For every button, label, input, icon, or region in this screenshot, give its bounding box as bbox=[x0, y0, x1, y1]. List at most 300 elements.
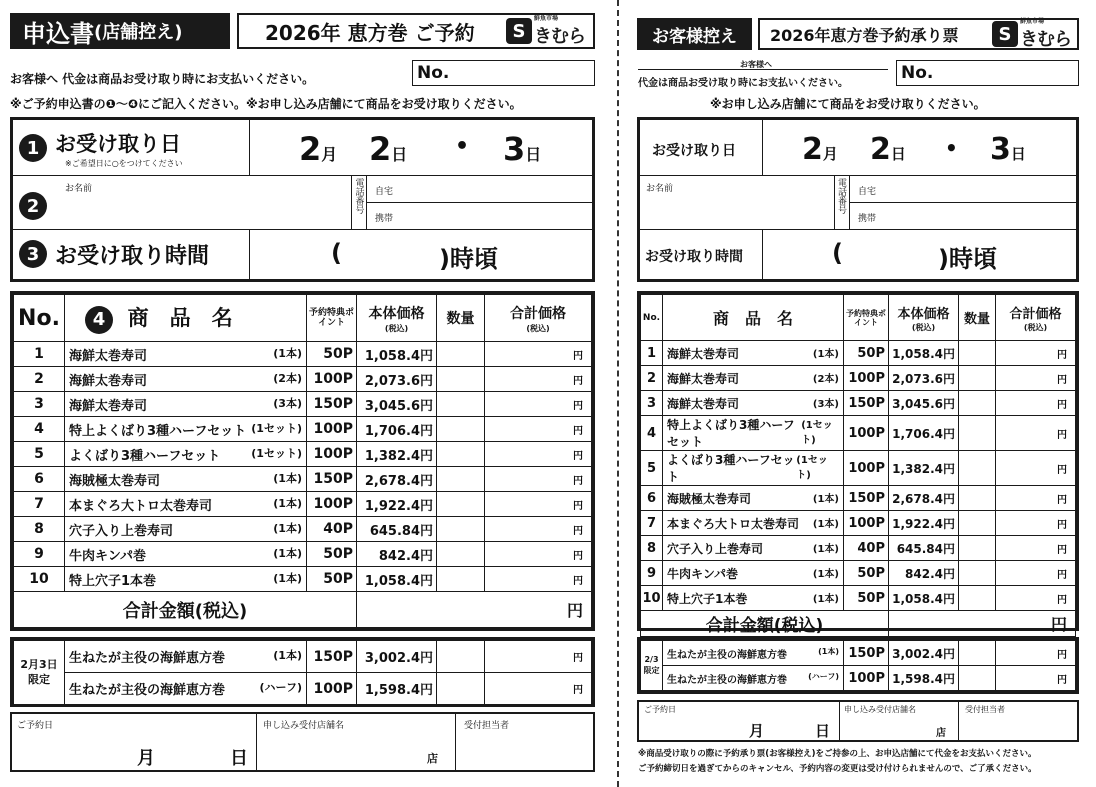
item-name-text: 特上穴子1本巻 bbox=[667, 591, 748, 606]
limited-unit: (1本) bbox=[273, 649, 302, 662]
table-row bbox=[641, 416, 1076, 451]
r-item-qty[interactable] bbox=[959, 561, 996, 586]
right-name-label: お名前 bbox=[646, 184, 674, 194]
r-item-price: 1,922.4円 bbox=[889, 511, 959, 536]
r-limited-total[interactable]: 円 bbox=[996, 641, 1076, 666]
r-item-qty[interactable] bbox=[959, 416, 996, 451]
table-row bbox=[641, 341, 1076, 366]
right-month[interactable]: 2月 bbox=[802, 132, 838, 167]
badge-sub: (店舗控え) bbox=[94, 22, 183, 43]
l-item-name bbox=[65, 392, 307, 417]
l-item-price: 645.84円 bbox=[357, 517, 437, 542]
r-item-price: 2,678.4円 bbox=[889, 486, 959, 511]
limited-name-text: 生ねたが主役の海鮮恵方巻 bbox=[69, 683, 226, 698]
l-item-no: 5 bbox=[14, 442, 65, 467]
r-item-name bbox=[663, 451, 844, 486]
item-name-text: 海鮮太巻寿司 bbox=[667, 371, 740, 386]
item-unit: (1セット) bbox=[251, 446, 302, 460]
r-item-point: 150P bbox=[844, 391, 889, 416]
table-row bbox=[641, 366, 1076, 391]
reserve-date-cell[interactable] bbox=[12, 714, 256, 770]
r-item-name bbox=[663, 536, 844, 561]
logo-tag: 鮮魚市場 bbox=[534, 14, 559, 22]
r-item-name bbox=[663, 366, 844, 391]
reserve-day: 日 bbox=[230, 748, 248, 769]
item-unit: (1本) bbox=[812, 568, 839, 580]
r-item-qty[interactable] bbox=[959, 341, 996, 366]
l-item-point: 150P bbox=[307, 392, 357, 417]
r-limited-label: 2/3 限定 bbox=[641, 641, 663, 691]
right-table-header bbox=[641, 295, 1076, 341]
item-unit: (1本) bbox=[273, 546, 302, 560]
r-item-total[interactable]: 円 bbox=[996, 536, 1076, 561]
r-item-no: 5 bbox=[641, 451, 663, 486]
right-col-item: 商 品 名 bbox=[663, 295, 844, 341]
right-footnote-1: ※商品受け取りの際に予約承り票(お客様控え)をご持参の上、お申込店舗にて代金をお支払いください。 bbox=[638, 749, 1037, 759]
r-item-total[interactable]: 円 bbox=[996, 451, 1076, 486]
right-header-title-box bbox=[758, 18, 1079, 50]
table-row bbox=[641, 486, 1076, 511]
r-item-point: 100P bbox=[844, 511, 889, 536]
r-limited-point: 100P bbox=[844, 666, 889, 691]
l-item-point: 50P bbox=[307, 567, 357, 592]
table-row bbox=[14, 492, 592, 517]
r-item-qty[interactable] bbox=[959, 586, 996, 611]
r-limited-price: 3,002.4円 bbox=[889, 641, 959, 666]
left-footer-box bbox=[10, 712, 595, 772]
l-item-total[interactable]: 円 bbox=[485, 492, 592, 517]
l-item-no: 8 bbox=[14, 517, 65, 542]
right-notice-2: ※お申し込み店舗にて商品をお受け取りください。 bbox=[710, 97, 986, 111]
staff-cell[interactable] bbox=[456, 728, 593, 770]
store-cell[interactable] bbox=[256, 714, 456, 770]
store-suffix: 店 bbox=[427, 752, 438, 765]
l-item-point: 50P bbox=[307, 342, 357, 367]
r-item-no: 6 bbox=[641, 486, 663, 511]
pickup-label: お受け取り日 bbox=[55, 132, 181, 156]
r-limited-price: 1,598.4円 bbox=[889, 666, 959, 691]
l-limited-point: 150P bbox=[307, 641, 357, 673]
left-header-title: 2026年 恵方巻 ご予約 bbox=[265, 20, 475, 45]
r-item-total[interactable]: 円 bbox=[996, 511, 1076, 536]
l-item-point: 100P bbox=[307, 367, 357, 392]
table-row bbox=[641, 561, 1076, 586]
right-reserve-date[interactable]: ご予約日 月 日 bbox=[644, 705, 831, 740]
phone-label: 電話番号 bbox=[351, 176, 367, 230]
right-phone-home[interactable]: 自宅 bbox=[850, 176, 1076, 203]
l-item-price: 1,706.4円 bbox=[357, 417, 437, 442]
badge-main: 申込書 bbox=[22, 19, 94, 48]
l-item-no: 2 bbox=[14, 367, 65, 392]
l-item-no: 6 bbox=[14, 467, 65, 492]
right-notice-small: お客様へ bbox=[740, 60, 772, 69]
col-item: 4 商 品 名 bbox=[65, 295, 307, 342]
table-row bbox=[14, 542, 592, 567]
r-total-label: 合計金額(税込) bbox=[641, 611, 889, 637]
l-item-point: 40P bbox=[307, 517, 357, 542]
l-item-total[interactable]: 円 bbox=[485, 367, 592, 392]
pickup-month[interactable]: 2月 bbox=[299, 130, 338, 168]
right-pickup-row bbox=[640, 120, 1076, 176]
l-item-total[interactable]: 円 bbox=[485, 417, 592, 442]
right-col-total: 合計価格 (税込) bbox=[996, 295, 1076, 341]
right-notice-1: 代金は商品お受け取り時にお支払いください。 bbox=[638, 78, 848, 89]
right-items-table bbox=[637, 291, 1079, 636]
r-item-point: 50P bbox=[844, 586, 889, 611]
right-day-3[interactable]: 3日 bbox=[990, 132, 1026, 167]
l-item-price: 1,922.4円 bbox=[357, 492, 437, 517]
item-name-text: 海鮮太巻寿司 bbox=[667, 396, 740, 411]
r-item-name bbox=[663, 391, 844, 416]
right-customer-box bbox=[637, 117, 1079, 282]
pickup-date-row bbox=[13, 120, 592, 176]
l-item-total[interactable]: 円 bbox=[485, 442, 592, 467]
l-limited-name bbox=[65, 641, 307, 673]
item-unit: (1本) bbox=[812, 543, 839, 555]
l-item-name bbox=[65, 367, 307, 392]
limited-unit: (ハーフ) bbox=[259, 681, 302, 694]
l-limited-point: 100P bbox=[307, 673, 357, 705]
limited-row bbox=[641, 641, 1076, 666]
item-unit: (1本) bbox=[273, 471, 302, 485]
col-price: 本体価格 (税込) bbox=[357, 295, 437, 342]
r-item-total[interactable]: 円 bbox=[996, 416, 1076, 451]
r-item-qty[interactable] bbox=[959, 451, 996, 486]
r-item-price: 3,045.6円 bbox=[889, 391, 959, 416]
pickup-note: ※ご希望日に○をつけてください bbox=[65, 159, 183, 168]
item-name-text: 本まぐろ大トロ太巻寿司 bbox=[69, 498, 213, 514]
r-item-name bbox=[663, 561, 844, 586]
l-limited-label: 2月3日 限定 bbox=[14, 641, 65, 705]
r-item-name bbox=[663, 341, 844, 366]
item-unit: (1本) bbox=[273, 496, 302, 510]
limited-unit: (1本) bbox=[818, 646, 839, 656]
table-row bbox=[641, 536, 1076, 561]
l-limited-price: 1,598.4円 bbox=[357, 673, 437, 705]
r-item-price: 1,058.4円 bbox=[889, 341, 959, 366]
item-name-text: 牛肉キンパ巻 bbox=[69, 548, 146, 564]
time-label: お受け取り時間 bbox=[55, 244, 210, 269]
phone-home-field[interactable]: 自宅 bbox=[367, 176, 592, 203]
l-item-point: 50P bbox=[307, 542, 357, 567]
item-unit: (1セット) bbox=[251, 421, 302, 435]
l-item-name bbox=[65, 442, 307, 467]
table-row bbox=[14, 517, 592, 542]
r-limited-qty[interactable] bbox=[959, 641, 996, 666]
item-unit: (1セット) bbox=[796, 455, 828, 481]
r-limited-qty[interactable] bbox=[959, 666, 996, 691]
item-name-text: 海鮮太巻寿司 bbox=[667, 346, 740, 361]
r-item-no: 9 bbox=[641, 561, 663, 586]
r-item-total[interactable]: 円 bbox=[996, 561, 1076, 586]
l-item-qty[interactable] bbox=[437, 567, 485, 592]
right-day-separator: • bbox=[945, 136, 958, 160]
table-row bbox=[14, 367, 592, 392]
r-item-qty[interactable] bbox=[959, 391, 996, 416]
r-limited-name bbox=[663, 666, 844, 691]
r-item-no: 4 bbox=[641, 416, 663, 451]
l-item-name bbox=[65, 417, 307, 442]
l-item-price: 1,058.4円 bbox=[357, 342, 437, 367]
left-header-title-box bbox=[237, 13, 595, 49]
table-row bbox=[14, 342, 592, 367]
time-row bbox=[13, 230, 592, 279]
l-item-total[interactable]: 円 bbox=[485, 342, 592, 367]
l-item-name bbox=[65, 467, 307, 492]
right-receipt-no[interactable]: No. bbox=[896, 60, 1079, 86]
item-unit: (1本) bbox=[812, 518, 839, 530]
right-name-input[interactable] bbox=[646, 194, 831, 226]
l-item-point: 150P bbox=[307, 467, 357, 492]
l-limited-total[interactable]: 円 bbox=[485, 673, 592, 705]
l-item-no: 4 bbox=[14, 417, 65, 442]
item-name-text: 海賊極太巻寿司 bbox=[667, 491, 752, 506]
table-row bbox=[641, 451, 1076, 486]
table-row bbox=[14, 442, 592, 467]
r-item-no: 8 bbox=[641, 536, 663, 561]
r-item-total[interactable]: 円 bbox=[996, 366, 1076, 391]
table-row bbox=[641, 511, 1076, 536]
store-logo bbox=[506, 15, 585, 48]
right-col-price: 本体価格 (税込) bbox=[889, 295, 959, 341]
right-time-input[interactable] bbox=[852, 236, 932, 272]
l-item-total[interactable]: 円 bbox=[485, 517, 592, 542]
day-separator: • bbox=[455, 134, 470, 159]
right-staff-label: 受付担当者 bbox=[965, 705, 1005, 714]
item-name-text: 特上よくばり3種ハーフセット bbox=[69, 423, 247, 439]
r-item-name bbox=[663, 586, 844, 611]
limited-name-text: 生ねたが主役の海鮮恵方巻 bbox=[69, 651, 226, 666]
left-notice-2: ※ご予約申込書の❶〜❹にご記入ください。※お申し込み店舗にて商品をお受け取りください。 bbox=[10, 97, 522, 111]
limited-row bbox=[641, 666, 1076, 691]
r-item-point: 150P bbox=[844, 486, 889, 511]
item-unit: (2本) bbox=[812, 373, 839, 385]
cut-line bbox=[617, 0, 619, 787]
item-name-text: 海賊極太巻寿司 bbox=[69, 473, 161, 489]
l-item-qty[interactable] bbox=[437, 342, 485, 367]
l-item-total[interactable]: 円 bbox=[485, 542, 592, 567]
r-item-price: 1,382.4円 bbox=[889, 451, 959, 486]
item-name-text: 牛肉キンパ巻 bbox=[667, 566, 739, 581]
right-time-open: ( bbox=[832, 239, 843, 267]
l-item-total[interactable]: 円 bbox=[485, 392, 592, 417]
l-item-total[interactable]: 円 bbox=[485, 567, 592, 592]
left-items-table bbox=[10, 291, 595, 631]
r-item-name bbox=[663, 486, 844, 511]
table-row bbox=[641, 391, 1076, 416]
r-item-no: 10 bbox=[641, 586, 663, 611]
l-item-name bbox=[65, 542, 307, 567]
l-item-qty[interactable] bbox=[437, 542, 485, 567]
item-unit: (1本) bbox=[812, 593, 839, 605]
name-row bbox=[13, 176, 592, 230]
l-item-qty[interactable] bbox=[437, 417, 485, 442]
l-item-price: 1,058.4円 bbox=[357, 567, 437, 592]
right-footer-box bbox=[637, 700, 1079, 742]
table-header bbox=[14, 295, 592, 342]
l-item-qty[interactable] bbox=[437, 467, 485, 492]
r-limited-name bbox=[663, 641, 844, 666]
left-receipt-no[interactable]: No. bbox=[412, 60, 595, 86]
limited-name-text: 生ねたが主役の海鮮恵方巻 bbox=[667, 649, 787, 661]
right-day-2[interactable]: 2日 bbox=[870, 132, 906, 167]
r-item-no: 2 bbox=[641, 366, 663, 391]
l-item-point: 100P bbox=[307, 442, 357, 467]
item-name-text: 海鮮太巻寿司 bbox=[69, 373, 148, 389]
time-close: )時頃 bbox=[439, 245, 498, 273]
l-item-price: 842.4円 bbox=[357, 542, 437, 567]
right-header-title: 2026年恵方巻予約承り票 bbox=[770, 25, 959, 45]
r-item-point: 50P bbox=[844, 341, 889, 366]
name-input[interactable] bbox=[57, 194, 347, 226]
right-time-row bbox=[640, 230, 1076, 279]
item-unit: (1本) bbox=[812, 348, 839, 360]
l-item-name bbox=[65, 342, 307, 367]
reserve-month: 月 bbox=[137, 748, 155, 769]
l-limited-price: 3,002.4円 bbox=[357, 641, 437, 673]
l-item-qty[interactable] bbox=[437, 517, 485, 542]
r-item-total[interactable]: 円 bbox=[996, 341, 1076, 366]
time-input[interactable] bbox=[353, 236, 433, 272]
col-no: No. bbox=[14, 295, 65, 342]
item-unit: (3本) bbox=[812, 398, 839, 410]
table-row bbox=[14, 567, 592, 592]
l-item-price: 3,045.6円 bbox=[357, 392, 437, 417]
l-item-price: 2,678.4円 bbox=[357, 467, 437, 492]
l-item-qty[interactable] bbox=[437, 442, 485, 467]
right-store-cell[interactable]: 申し込み受付店舗名 店 bbox=[839, 702, 959, 740]
r-item-qty[interactable] bbox=[959, 486, 996, 511]
l-item-total[interactable]: 円 bbox=[485, 467, 592, 492]
r-item-no: 7 bbox=[641, 511, 663, 536]
r-item-point: 100P bbox=[844, 451, 889, 486]
r-item-total[interactable]: 円 bbox=[996, 391, 1076, 416]
pickup-day-3[interactable]: 3日 bbox=[503, 130, 542, 168]
l-item-price: 1,382.4円 bbox=[357, 442, 437, 467]
item-name-text: 特上穴子1本巻 bbox=[69, 573, 157, 589]
l-item-name bbox=[65, 517, 307, 542]
table-row bbox=[14, 392, 592, 417]
r-item-point: 50P bbox=[844, 561, 889, 586]
left-header-badge bbox=[10, 13, 230, 49]
col-total: 合計価格 (税込) bbox=[485, 295, 592, 342]
r-limited-total[interactable]: 円 bbox=[996, 666, 1076, 691]
left-customer-box bbox=[10, 117, 595, 282]
l-limited-qty[interactable] bbox=[437, 673, 485, 705]
table-row bbox=[641, 586, 1076, 611]
left-notice-1: お客様へ 代金は商品お受け取り時にお支払いください。 bbox=[10, 72, 315, 86]
right-footnote-2: ご予約締切日を過ぎてからのキャンセル、予約内容の変更は受け付けられませんので、ご了承ください。 bbox=[638, 764, 1037, 774]
item-unit: (1セット) bbox=[801, 420, 833, 446]
r-item-no: 3 bbox=[641, 391, 663, 416]
r-item-price: 1,058.4円 bbox=[889, 586, 959, 611]
reserve-date-label: ご予約日 bbox=[17, 721, 54, 731]
l-item-name bbox=[65, 492, 307, 517]
r-item-price: 842.4円 bbox=[889, 561, 959, 586]
l-item-price: 2,073.6円 bbox=[357, 367, 437, 392]
name-label: お名前 bbox=[65, 184, 93, 194]
r-item-qty[interactable] bbox=[959, 366, 996, 391]
limited-unit: (ハーフ) bbox=[808, 671, 839, 681]
item-name-text: よくばり3種ハーフセット bbox=[667, 453, 795, 484]
logo-name: きむら bbox=[534, 25, 585, 47]
r-item-point: 100P bbox=[844, 366, 889, 391]
r-item-price: 2,073.6円 bbox=[889, 366, 959, 391]
total-row bbox=[14, 592, 592, 628]
r-grand-total[interactable]: 円 bbox=[889, 611, 1076, 637]
item-name-text: 海鮮太巻寿司 bbox=[69, 398, 148, 414]
l-item-qty[interactable] bbox=[437, 392, 485, 417]
col-point: 予約特典ポイント bbox=[307, 295, 357, 342]
item-name-text: 穴子入り上巻寿司 bbox=[667, 541, 764, 556]
time-open-paren: ( bbox=[331, 239, 342, 267]
l-grand-total[interactable]: 円 bbox=[357, 592, 592, 628]
item-unit: (1本) bbox=[273, 346, 302, 360]
store-logo-right: S 鮮魚市場 きむら bbox=[992, 18, 1071, 51]
item-name-text: よくばり3種ハーフセット bbox=[69, 448, 221, 464]
l-item-no: 3 bbox=[14, 392, 65, 417]
pickup-day-2[interactable]: 2日 bbox=[369, 130, 408, 168]
r-item-name bbox=[663, 416, 844, 451]
phone-mobile-field[interactable]: 携帯 bbox=[375, 214, 394, 224]
l-item-no: 10 bbox=[14, 567, 65, 592]
l-item-no: 7 bbox=[14, 492, 65, 517]
l-item-qty[interactable] bbox=[437, 492, 485, 517]
right-phone-mobile[interactable]: 携帯 bbox=[858, 214, 877, 224]
r-item-qty[interactable] bbox=[959, 536, 996, 561]
right-limited-box bbox=[637, 637, 1079, 694]
l-item-qty[interactable] bbox=[437, 367, 485, 392]
item-unit: (3本) bbox=[273, 396, 302, 410]
limited-row bbox=[14, 641, 592, 673]
item-unit: (2本) bbox=[273, 371, 302, 385]
table-row bbox=[14, 417, 592, 442]
l-limited-total[interactable]: 円 bbox=[485, 641, 592, 673]
l-limited-name bbox=[65, 673, 307, 705]
limited-row bbox=[14, 673, 592, 705]
l-limited-qty[interactable] bbox=[437, 641, 485, 673]
r-item-price: 645.84円 bbox=[889, 536, 959, 561]
right-pickup-label: お受け取り日 bbox=[652, 143, 736, 159]
r-item-total[interactable]: 円 bbox=[996, 586, 1076, 611]
l-item-no: 9 bbox=[14, 542, 65, 567]
right-name-row bbox=[640, 176, 1076, 230]
num-3-icon: 3 bbox=[19, 240, 47, 268]
l-item-point: 100P bbox=[307, 492, 357, 517]
total-row bbox=[641, 611, 1076, 637]
item-name-text: 海鮮太巻寿司 bbox=[69, 348, 148, 364]
l-item-point: 100P bbox=[307, 417, 357, 442]
r-item-no: 1 bbox=[641, 341, 663, 366]
staff-label: 受付担当者 bbox=[464, 721, 510, 731]
right-col-point: 予約特典ポイント bbox=[844, 295, 889, 341]
item-unit: (1本) bbox=[273, 521, 302, 535]
store-label: 申し込み受付店舗名 bbox=[263, 721, 345, 731]
right-phone-label: 電話番号 bbox=[834, 176, 850, 230]
item-name-text: 本まぐろ大トロ太巻寿司 bbox=[667, 516, 800, 531]
r-item-qty[interactable] bbox=[959, 511, 996, 536]
right-time-close: )時頃 bbox=[938, 245, 997, 273]
right-col-qty: 数量 bbox=[959, 295, 996, 341]
l-item-name bbox=[65, 567, 307, 592]
table-row bbox=[14, 467, 592, 492]
r-item-point: 40P bbox=[844, 536, 889, 561]
item-unit: (1本) bbox=[812, 493, 839, 505]
r-item-point: 100P bbox=[844, 416, 889, 451]
r-item-total[interactable]: 円 bbox=[996, 486, 1076, 511]
num-2-icon: 2 bbox=[19, 192, 47, 220]
limited-name-text: 生ねたが主役の海鮮恵方巻 bbox=[667, 674, 787, 686]
